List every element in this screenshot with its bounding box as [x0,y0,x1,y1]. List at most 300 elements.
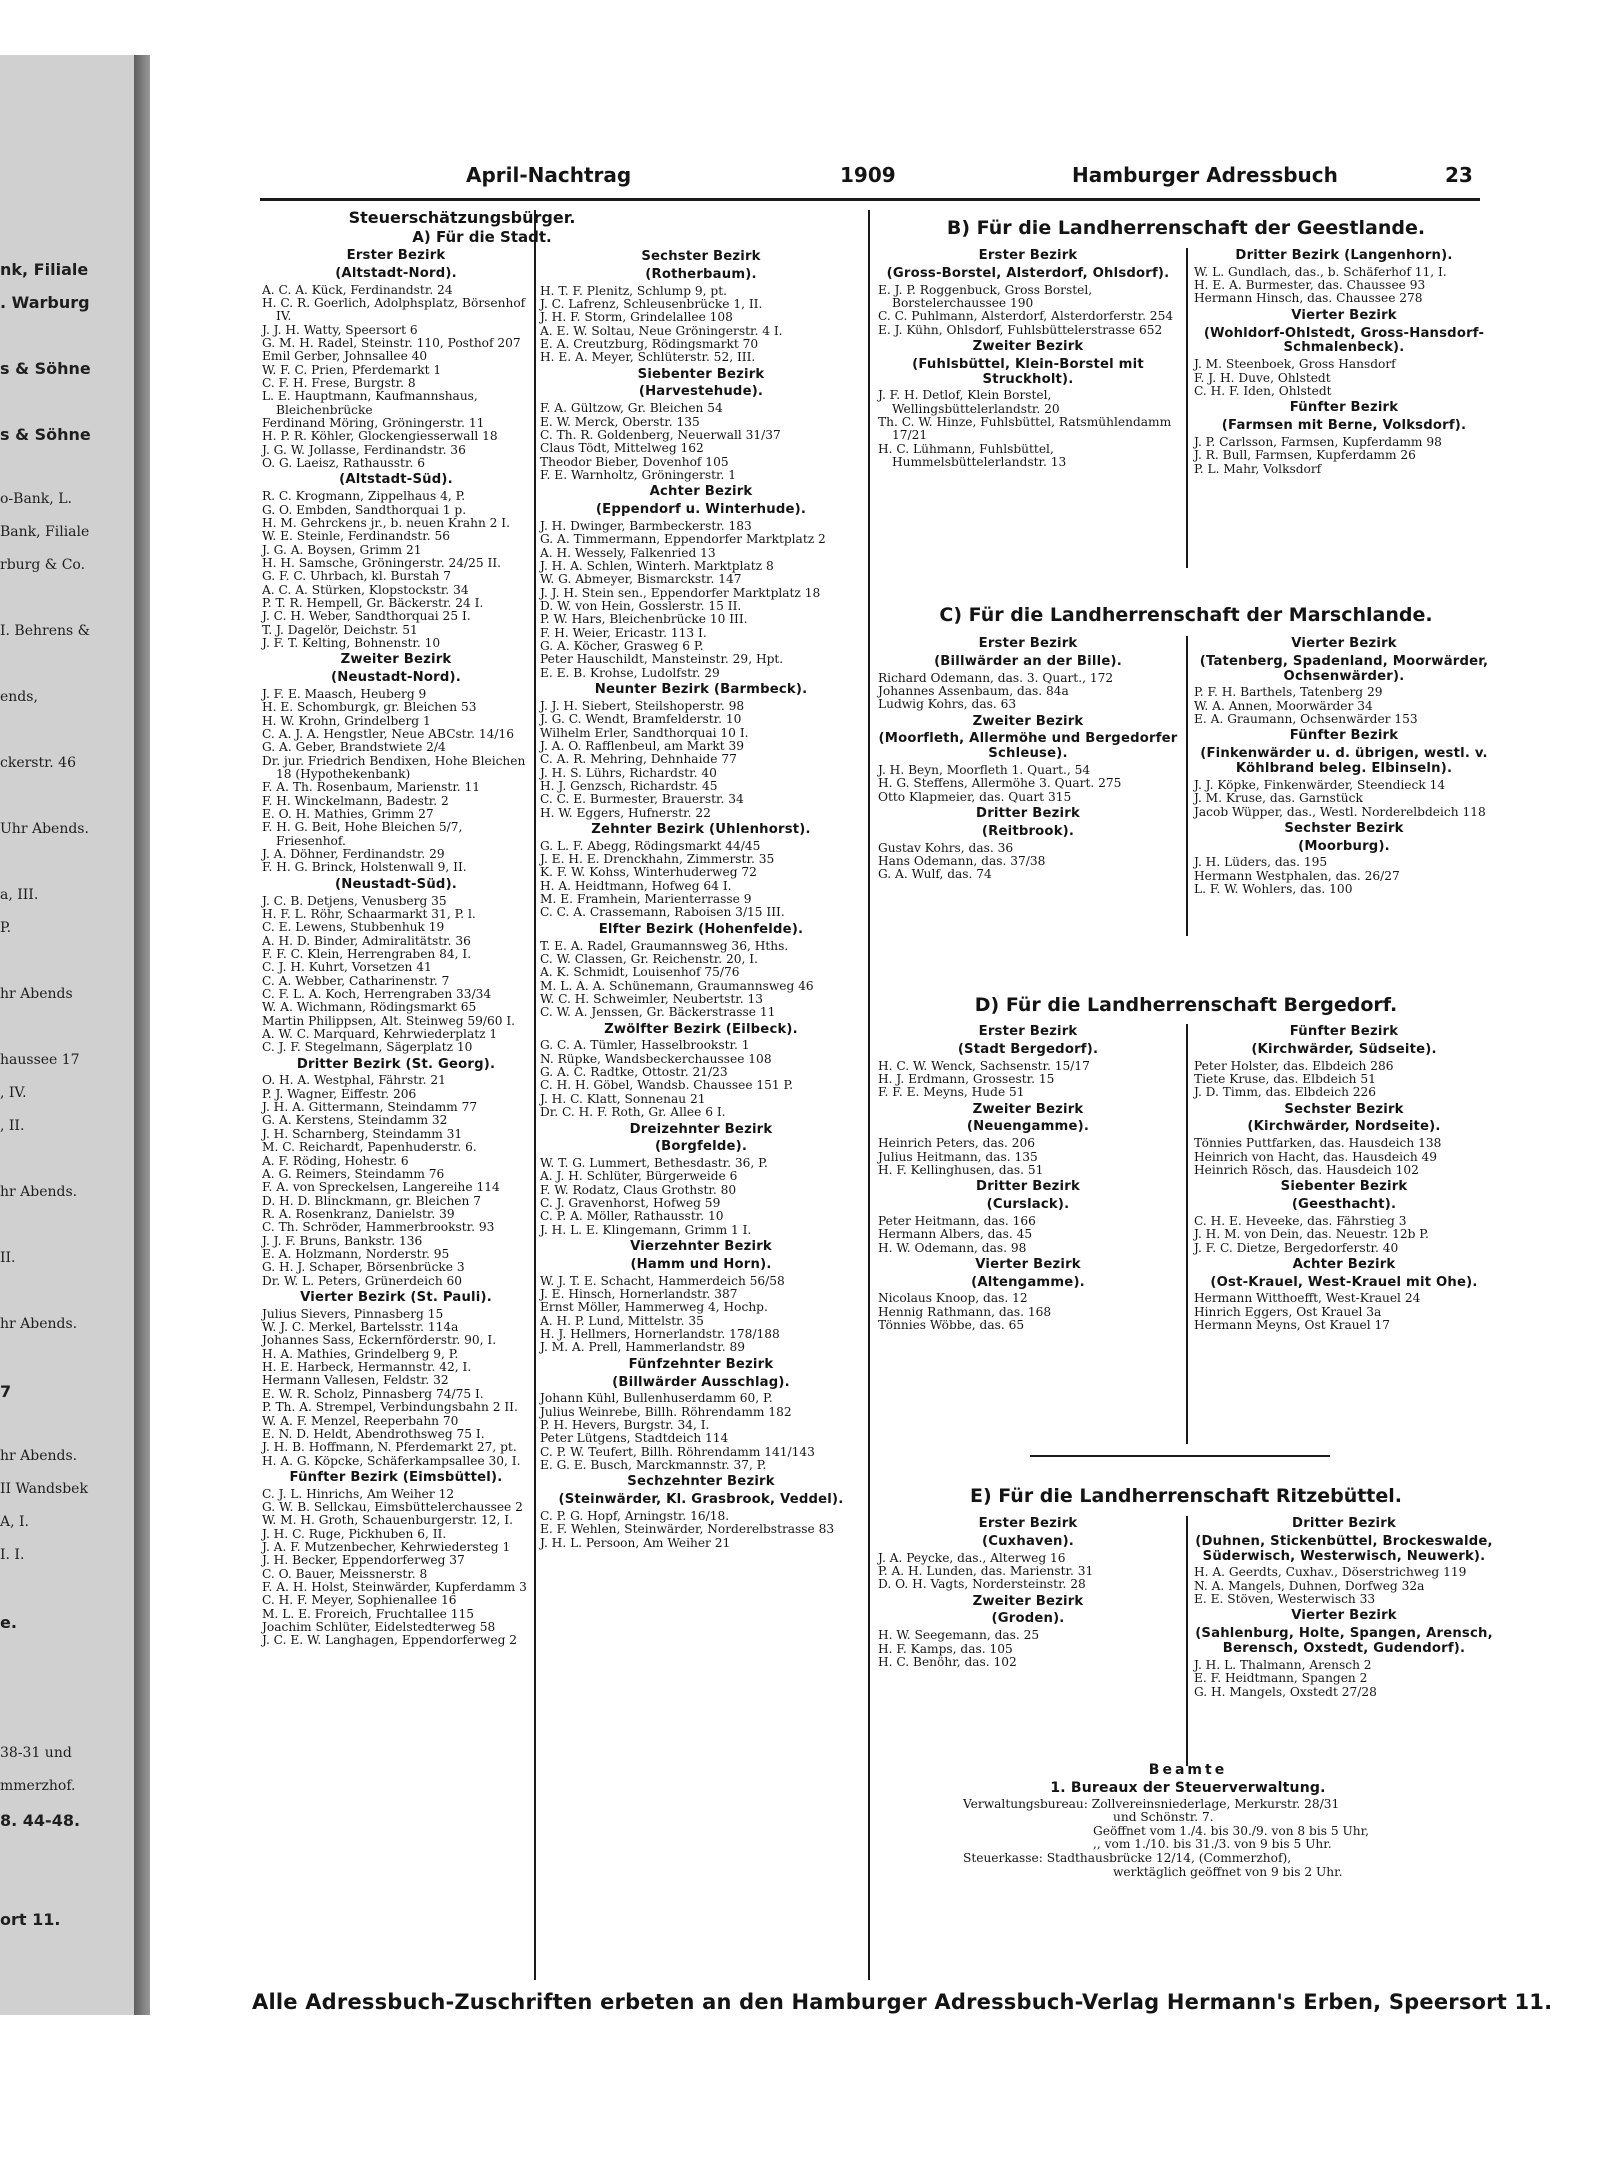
district-heading: Vierter Bezirk (St. Pauli). [300,1289,492,1305]
district-heading: (Wohldorf-Ohlstedt, Gross-Hansdorf-Schmalenbeck). [1203,325,1485,356]
section-d [876,993,1496,1023]
beamte-line: Geöffnet vom 1./4. bis 30./9. von 8 bis 5 Uhr, [1093,1823,1369,1838]
district-heading: Siebenter Bezirk [1280,1179,1408,1195]
list-item: D. H. D. Blinckmann, gr. Bleichen 7 [262,1193,481,1208]
list-item: H. W. Odemann, das. 98 [878,1240,1027,1255]
left-page-fragment: A, I. [0,1514,29,1530]
list-item: Peter Heitmann, das. 166 [878,1213,1036,1228]
district-heading: Zwölfter Bezirk (Eilbeck). [604,1021,798,1037]
list-item: Ernst Möller, Hammerweg 4, Hochp. [540,1300,768,1315]
list-item: W. L. Gundlach, das., b. Schäferhof 11, I. [1194,264,1447,279]
list-item: E. A. Creutzburg, Rödingsmarkt 70 [540,336,759,351]
list-item: H. T. F. Plenitz, Schlump 9, pt. [540,283,727,298]
section-e [876,1484,1496,1514]
list-item: C. Th. Schröder, Hammerbrookstr. 93 [262,1220,495,1235]
column-divider-2 [868,210,870,1980]
list-item: Hermann Westphalen, das. 26/27 [1194,868,1400,883]
district-heading: Erster Bezirk [978,248,1078,263]
list-item: C. E. Lewens, Stubbenhuk 19 [262,920,445,935]
list-item: G. A. Geber, Brandstwiete 2/4 [262,740,446,755]
district-heading: Erster Bezirk [978,1024,1078,1039]
district-heading: Elfter Bezirk (Hohenfelde). [598,921,804,937]
section-e-title: E) Für die Landherrenschaft Ritzebüttel. [969,1485,1403,1507]
list-item: J. E. H. E. Drenckhahn, Zimmerstr. 35 [540,852,775,867]
list-item: C. O. Bauer, Meissnerstr. 8 [262,1566,428,1581]
list-item: C. P. W. Teufert, Billh. Röhrendamm 141/143 [540,1444,815,1459]
list-item: J. H. A. Gittermann, Steindamm 77 [262,1100,478,1115]
page-number: 23 [1445,163,1473,187]
list-item: H. E. A. Burmester, das. Chaussee 93 [1194,278,1426,293]
list-item: Tönnies Puttfarken, das. Hausdeich 138 [1194,1136,1442,1151]
district-heading: Dritter Bezirk [976,1179,1080,1195]
list-item: C. A. Webber, Catharinenstr. 7 [262,973,450,988]
district-heading: Zehnter Bezirk (Uhlenhorst). [591,821,811,837]
list-item: J. G. W. Jollasse, Ferdinandstr. 36 [262,442,466,457]
list-item: Joachim Schlüter, Eidelstedterweg 58 [262,1620,496,1635]
district-heading: (Borgfelde). [654,1139,748,1155]
list-item: G. L. F. Abegg, Rödingsmarkt 44/45 [540,838,761,853]
list-item: W. T. G. Lummert, Bethesdastr. 36, P. [540,1156,768,1171]
list-item: Johannes Assenbaum, das. 84a [878,683,1069,698]
district-heading: (Altstadt-Süd). [339,472,453,488]
list-item: E. W. Merck, Oberstr. 135 [540,414,700,429]
list-item: F. A. Gültzow, Gr. Bleichen 54 [540,401,723,416]
list-item: Ludwig Kohrs, das. 63 [878,697,1017,712]
section-a-title: A) Für die Stadt. [412,228,552,246]
district-heading: (Billwärder an der Bille). [934,653,1122,669]
list-item: Heinrich Peters, das. 206 [878,1136,1035,1151]
header-left: April-Nachtrag [466,163,632,187]
list-item: Julius Sievers, Pinnasberg 15 [262,1306,444,1321]
list-item: W. G. Abmeyer, Bismarckstr. 147 [540,572,742,587]
list-item: G. A. Timmermann, Eppendorfer Marktplatz 2 [540,532,826,547]
list-item: Johann Kühl, Bullenhuserdamm 60, P. [540,1391,773,1406]
list-item: C. C. E. Burmester, Brauerstr. 34 [540,792,744,807]
list-item: J. R. Bull, Farmsen, Kupferdamm 26 [1194,448,1416,463]
district-heading: Fünfter Bezirk [1289,728,1399,744]
list-item: Peter Hauschildt, Mansteinstr. 29, Hpt. [540,652,784,667]
list-item: C. H. F. Iden, Ohlstedt [1194,383,1332,398]
list-item: Hermann Witthoefft, West-Krauel 24 [1194,1291,1421,1306]
list-item: G. M. H. Radel, Steinstr. 110, Posthof 207 [262,335,521,350]
list-item: P. J. Wagner, Eiffestr. 206 [262,1086,417,1101]
list-item: Julius Weinrebe, Billh. Röhrendamm 182 [540,1404,792,1419]
list-item: J. E. Hinsch, Hornerlandstr. 387 [540,1287,738,1302]
section-c-title: C) Für die Landherrenschaft der Marschlande. [939,604,1433,626]
list-item: G. C. A. Tümler, Hasselbrookstr. 1 [540,1038,750,1053]
list-item: Nicolaus Knoop, das. 12 [878,1291,1028,1306]
book-gutter [134,55,150,2015]
left-page-fragment: 7 [0,1382,12,1401]
list-item: A. G. Reimers, Steindamm 76 [262,1166,445,1181]
list-item: M. L. A. A. Schünemann, Graumannsweg 46 [540,978,814,993]
list-item: G. F. C. Uhrbach, kl. Burstah 7 [262,569,451,584]
list-item: H. C. R. Goerlich, Adolphsplatz, Börsenhof IV. [262,295,526,324]
list-item: G. O. Embden, Sandthorquai 1 p. [262,502,467,517]
list-item: M. L. E. Froreich, Fruchtallee 115 [262,1606,475,1621]
district-heading: Sechster Bezirk [641,249,761,264]
list-item: J. J. H. Watty, Speersort 6 [262,322,418,337]
list-item: A. H. D. Binder, Admiralitätstr. 36 [262,933,471,948]
list-item: Heinrich Rösch, das. Hausdeich 102 [1194,1162,1419,1177]
list-item: Ferdinand Möring, Gröningerstr. 11 [262,416,485,431]
list-item: J. J. Köpke, Finkenwärder, Steendieck 14 [1194,777,1446,792]
list-item: Claus Tödt, Mittelweg 162 [540,441,704,456]
district-heading: Dritter Bezirk [1292,1516,1396,1531]
list-item: W. A. Wichmann, Rödingsmarkt 65 [262,1000,477,1015]
list-item: J. M. A. Prell, Hammerlandstr. 89 [540,1340,746,1355]
list-item: G. W. B. Sellckau, Eimsbüttelerchaussee 2 [262,1500,523,1515]
section-d-title: D) Für die Landherrenschaft Bergedorf. [974,994,1398,1016]
list-item: W. M. H. Groth, Schauenburgerstr. 12, I. [262,1513,513,1528]
district-heading: Fünfter Bezirk [1289,1024,1399,1039]
district-heading: (Eppendorf u. Winterhude). [595,502,807,518]
list-item: J. H. L. E. Klingemann, Grimm 1 I. [540,1222,752,1237]
list-item: H. M. Gehrckens jr., b. neuen Krahn 2 I. [262,515,510,530]
list-item: C. F. H. Frese, Burgstr. 8 [262,376,416,390]
list-item: W. J. C. Merkel, Bartelsstr. 114a [262,1320,459,1335]
list-item: F. H. Weier, Ericastr. 113 I. [540,625,707,640]
list-item: P. L. Mahr, Volksdorf [1194,461,1322,476]
district-heading: (Duhnen, Stickenbüttel, Brockeswalde, Süderwisch, Westerwisch, Neuwerk). [1195,1533,1493,1564]
left-page-fragment: hr Abends. [0,1448,78,1464]
list-item: C. J. L. Hinrichs, Am Weiher 12 [262,1486,455,1501]
left-page-fragment: a, III. [0,887,39,903]
district-heading: (Ost-Krauel, West-Krauel mit Ohe). [1210,1274,1478,1290]
district-heading: Achter Bezirk [1292,1256,1396,1272]
footer-notice: Alle Adressbuch-Zuschriften erbeten an den Hamburger Adressbuch-Verlag Hermann's Erben, Speersort 11. [252,1990,1553,2014]
list-item: J. D. Timm, das. Elbdeich 226 [1194,1085,1377,1100]
beamte-lines [878,1798,1498,1880]
list-item: C. P. G. Hopf, Arningstr. 16/18. [540,1509,730,1524]
district-heading: (Tatenberg, Spadenland, Moorwärder, Ochsenwärder). [1199,653,1489,684]
list-item: K. F. W. Kohss, Winterhuderweg 72 [540,865,757,880]
district-heading: Fünfter Bezirk [1289,400,1399,416]
district-heading: (Rotherbaum). [645,266,757,282]
list-item: C. J. H. Kuhrt, Vorsetzen 41 [262,960,432,975]
list-item: C. A. J. A. Hengstler, Neue ABCstr. 14/16 [262,726,515,741]
district-heading: (Groden). [991,1611,1065,1627]
left-page-fragment: hr Abends. [0,1316,78,1332]
list-item: C. C. Puhlmann, Alsterdorf, Alsterdorferstr. 254 [878,309,1174,324]
list-item: E. N. D. Heldt, Abendrothsweg 75 I. [262,1426,485,1441]
list-item: H. A. Heidtmann, Hofweg 64 I. [540,878,732,893]
district-heading: Siebenter Bezirk [637,366,765,382]
district-heading: (Kirchwärder, Nordseite). [1247,1119,1441,1135]
list-item: Otto Klapmeier, das. Quart 315 [878,789,1072,804]
list-item: C. Th. R. Goldenberg, Neuerwall 31/37 [540,427,781,442]
section-c [876,603,1496,633]
list-item: Tiete Kruse, das. Elbdeich 51 [1194,1071,1376,1086]
list-item: H. A. Mathies, Grindelberg 9, P. [262,1346,459,1361]
list-item: Johannes Sass, Eckernförderstr. 90, I. [262,1333,497,1348]
list-item: J. F. H. Detlof, Klein Borstel, Wellingsbüttelerlandstr. 20 [878,388,1060,416]
list-item: O. G. Laeisz, Rathausstr. 6 [262,456,425,471]
list-item: A. C. A. Stürken, Klopstockstr. 34 [262,582,469,597]
list-item: H. C. Benöhr, das. 102 [878,1654,1017,1669]
list-item: F. A. Th. Rosenbaum, Marienstr. 11 [262,780,481,795]
district-heading: (Stadt Bergedorf). [957,1041,1099,1057]
list-item: J. H. Beyn, Moorfleth 1. Quart., 54 [878,763,1091,778]
district-heading: Dritter Bezirk (Langenhorn). [1235,248,1453,263]
list-item: H. E. Schomburgk, gr. Bleichen 53 [262,700,477,715]
district-heading: (Altengamme). [971,1274,1085,1290]
list-item: N. A. Mangels, Duhnen, Dorfweg 32a [1194,1578,1425,1593]
col2-list [540,250,862,1550]
list-item: C. W. A. Jenssen, Gr. Bäckerstrasse 11 [540,1005,776,1020]
district-heading: (Harvestehude). [638,384,764,400]
district-heading: (Farmsen mit Berne, Volksdorf). [1221,418,1467,434]
district-heading: (Cuxhaven). [981,1533,1075,1549]
list-item: Heinrich von Hacht, das. Hausdeich 49 [1194,1149,1438,1164]
list-item: A. K. Schmidt, Louisenhof 75/76 [540,965,740,980]
list-item: J. A. O. Rafflenbeul, am Markt 39 [540,738,745,753]
list-item: R. C. Krogmann, Zippelhaus 4, P. [262,489,466,504]
list-item: C. F. L. A. Koch, Herrengraben 33/34 [262,986,492,1001]
list-item: H. F. L. Röhr, Schaarmarkt 31, P. l. [262,906,476,921]
list-item: P. A. H. Lunden, das. Marienstr. 31 [878,1563,1094,1578]
list-item: T. J. Dagelör, Deichstr. 51 [262,622,418,637]
left-page-fragment: Bank, Filiale [0,524,90,540]
list-item: C. H. F. Meyer, Sophienallee 16 [262,1593,457,1608]
list-item: G. H. J. Schaper, Börsenbrücke 3 [262,1260,465,1275]
district-heading: Achter Bezirk [649,484,753,500]
left-page-fragment: II Wandsbek [0,1481,88,1497]
list-item: Dr. jur. Friedrich Bendixen, Hohe Bleichen 18 (Hypothekenbank) [262,753,526,781]
district-heading: Zweiter Bezirk [972,1101,1084,1117]
left-page-fragment: e. [0,1613,17,1632]
section-b-left [878,246,1178,469]
beamte-line: werktäglich geöffnet von 9 bis 2 Uhr. [1113,1864,1343,1879]
list-item: J. C. H. Weber, Sandthorquai 25 I. [262,609,471,624]
list-item: P. H. Hevers, Burgstr. 34, I. [540,1418,710,1433]
list-item: J. G. C. Wendt, Bramfelderstr. 10 [540,712,742,727]
district-heading: (Neustadt-Nord). [331,670,461,686]
section-e-left [878,1514,1178,1669]
district-heading: (Moorburg). [1298,838,1390,854]
list-item: Martin Philippsen, Alt. Steinweg 59/60 I. [262,1013,516,1028]
beamte-line: Verwaltungsbureau: Zollvereinsniederlage, Merkurstr. 28/31 [963,1796,1340,1811]
list-item: F. E. Warnholtz, Gröningerstr. 1 [540,467,736,482]
district-heading: Zweiter Bezirk [972,338,1084,354]
list-item: C. J. Gravenhorst, Hofweg 59 [540,1196,721,1211]
district-heading: Zweiter Bezirk [972,1593,1084,1609]
list-item: W. A. Annen, Moorwärder 34 [1194,698,1373,713]
list-item: C. C. A. Crassemann, Raboisen 3/15 III. [540,905,785,920]
section-b-title: B) Für die Landherrenschaft der Geestlande. [946,217,1426,239]
list-item: A. W. C. Marquard, Kehrwiederplatz 1 [262,1026,498,1041]
list-item: E. F. Wehlen, Steinwärder, Norderelbstrasse 83 [540,1522,835,1537]
list-item: R. A. Rosenkranz, Danielstr. 39 [262,1206,455,1221]
section-d-left [878,1022,1178,1333]
district-heading: (Moorfleth, Allermöhe und Bergedorfer Schleuse). [878,731,1178,762]
district-heading: Sechzehnter Bezirk [627,1474,775,1490]
list-item: H. C. Lühmann, Fuhlsbüttel, Hummelsbüttelerlandstr. 13 [878,441,1067,470]
list-item: Gustav Kohrs, das. 36 [878,840,1014,855]
list-item: H. E. Harbeck, Hermannstr. 42, I. [262,1360,472,1375]
beamte-section [878,1760,1498,1879]
list-item: W. E. Steinle, Ferdinandstr. 56 [262,529,451,544]
list-item: H. F. Kellinghusen, das. 51 [878,1162,1044,1177]
list-item: J. H. M. von Dein, das. Neuestr. 12b P. [1194,1227,1429,1242]
district-heading: Vierter Bezirk [1291,1608,1397,1624]
list-item: Wilhelm Erler, Sandthorquai 10 I. [540,725,749,740]
district-heading: (Hamm und Horn). [630,1256,772,1272]
list-item: A. E. W. Soltau, Neue Gröningerstr. 4 I. [540,323,783,338]
list-item: H. J. Hellmers, Hornerlandstr. 178/188 [540,1327,780,1342]
section-d-divider [1186,1024,1188,1444]
list-item: A. J. H. Schlüter, Bürgerweide 6 [540,1169,738,1184]
list-item: J. A. F. Mutzenbecher, Kehrwiedersteg 1 [262,1540,511,1555]
district-heading: Zweiter Bezirk [340,652,452,668]
list-item: J. G. A. Boysen, Grimm 21 [262,542,422,557]
list-item: H. G. Steffens, Allermöhe 3. Quart. 275 [878,776,1122,791]
list-item: W. C. H. Schweimler, Neubertstr. 13 [540,991,763,1006]
district-heading: Dreizehnter Bezirk [629,1121,773,1137]
list-item: J. A. Döhner, Ferdinandstr. 29 [262,847,445,862]
list-item: W. F. C. Prien, Pferdemarkt 1 [262,362,442,377]
section-b-divider [1186,248,1188,568]
list-item: F. F. C. Klein, Herrengraben 84, I. [262,946,472,961]
list-item: A. C. A. Kück, Ferdinandstr. 24 [262,282,453,297]
list-item: J. H. L. Thalmann, Arensch 2 [1194,1657,1372,1672]
list-item: E. J. P. Roggenbuck, Gross Borstel, Borstelerchaussee 190 [878,282,1093,310]
section-d-right [1194,1022,1494,1333]
column-divider-1 [534,210,536,1980]
list-item: J. F. E. Maasch, Heuberg 9 [262,686,427,701]
left-page-fragment: hr Abends [0,986,73,1002]
list-item: J. H. C. Klatt, Sonnenau 21 [540,1091,706,1106]
list-item: J. M. Kruse, das. Garnstück [1194,791,1363,806]
list-item: E. O. H. Mathies, Grimm 27 [262,807,434,822]
list-item: Hermann Hinsch, das. Chaussee 278 [1194,291,1423,306]
left-page-fragment: ckerstr. 46 [0,755,76,771]
left-page-fragment: I. I. [0,1547,25,1563]
list-item: E. W. R. Scholz, Pinnasberg 74/75 I. [262,1386,484,1401]
list-item: H. W. Seegemann, das. 25 [878,1628,1040,1643]
list-item: H. A. Geerdts, Cuxhav., Döserstrichweg 119 [1194,1565,1467,1580]
list-item: F. H. Winckelmann, Badestr. 2 [262,793,449,808]
section-separator [1030,1455,1330,1457]
section-e-divider [1186,1516,1188,1766]
list-item: J. H. S. Lührs, Richardstr. 40 [540,765,717,780]
district-heading: (Altstadt-Nord). [335,265,457,281]
district-heading: Dritter Bezirk [976,806,1080,822]
district-heading: Neunter Bezirk (Barmbeck). [594,682,808,698]
list-item: H. W. Krohn, Grindelberg 1 [262,713,431,728]
list-item: A. H. P. Lund, Mittelstr. 35 [540,1313,704,1328]
list-item: G. A. Köcher, Grasweg 6 P. [540,639,704,653]
list-item: C. W. Classen, Gr. Reichenstr. 20, I. [540,951,758,966]
list-item: L. F. W. Wohlers, das. 100 [1194,882,1353,897]
list-item: E. F. Heidtmann, Spangen 2 [1194,1671,1368,1686]
list-item: D. W. von Hein, Gosslerstr. 15 II. [540,598,742,613]
district-heading: (Geesthacht). [1291,1197,1397,1213]
beamte-line: und Schönstr. 7. [1113,1810,1214,1825]
left-page-fragment: I. Behrens & [0,623,91,639]
left-page-fragment: 38-31 und [0,1745,72,1761]
list-item: Hans Odemann, das. 37/38 [878,853,1046,868]
list-item: J. H. Dwinger, Barmbeckerstr. 183 [540,518,752,533]
list-item: F. A. H. Holst, Steinwärder, Kupferdamm 3 [262,1580,527,1595]
left-page-fragment: nk, Filiale [0,260,89,279]
left-page-fragment: hr Abends. [0,1184,78,1200]
list-item: H. J. Erdmann, Grossestr. 15 [878,1071,1055,1086]
col1-list [262,249,530,1648]
list-item: C. P. A. Möller, Rathausstr. 10 [540,1209,724,1224]
list-item: G. A. Wulf, das. 74 [878,867,992,882]
district-heading: (Neustadt-Süd). [334,876,458,892]
list-item: Richard Odemann, das. 3. Quart., 172 [878,670,1114,685]
list-item: Dr. C. H. F. Roth, Gr. Allee 6 I. [540,1105,726,1120]
list-item: E. A. Graumann, Ochsenwärder 153 [1194,712,1418,727]
section-c-divider [1186,636,1188,936]
section-e-right [1194,1514,1494,1699]
list-item: J. P. Carlsson, Farmsen, Kupferdamm 98 [1194,434,1442,449]
district-heading: (Neuengamme). [966,1119,1090,1135]
list-item: Peter Holster, das. Elbdeich 286 [1194,1058,1394,1073]
list-item: G. A. C. Radtke, Ottostr. 21/23 [540,1065,728,1080]
list-item: E. A. Holzmann, Norderstr. 95 [262,1246,450,1261]
district-heading: Sechster Bezirk [1284,820,1404,836]
district-heading: Vierter Bezirk [1291,307,1397,323]
district-heading: Fünfter Bezirk (Eimsbüttel). [289,1469,503,1485]
district-heading: Vierter Bezirk [975,1256,1081,1272]
list-item: Hinrich Eggers, Ost Krauel 3a [1194,1304,1382,1319]
district-heading: (Steinwärder, Kl. Grasbrook, Veddel). [558,1492,844,1508]
list-item: J. J. H. Stein sen., Eppendorfer Marktplatz 18 [540,585,821,600]
left-page-fragment: s & Söhne [0,359,91,378]
list-item: W. J. T. E. Schacht, Hammerdeich 56/58 [540,1273,785,1288]
list-item: J. H. B. Hoffmann, N. Pferdemarkt 27, pt. [262,1440,517,1455]
left-page-fragment: P. [0,920,12,936]
left-page-fragment: ort 11. [0,1910,61,1929]
list-item: T. E. A. Radel, Graumannsweg 36, Hths. [540,938,789,953]
list-item: H. E. A. Meyer, Schlüterstr. 52, III. [540,350,756,365]
list-item: H. F. Kamps, das. 105 [878,1641,1013,1656]
list-item: C. H. H. Göbel, Wandsb. Chaussee 151 P. [540,1078,794,1093]
list-item: J. H. Lüders, das. 195 [1194,855,1328,870]
list-item: J. J. F. Bruns, Bankstr. 136 [262,1233,423,1248]
header-title: Hamburger Adressbuch [1072,163,1338,187]
header-year: 1909 [840,163,896,187]
list-item: J. F. T. Kelting, Bohnenstr. 10 [262,635,441,650]
list-item: H. H. Samsche, Gröningerstr. 24/25 II. [262,555,502,570]
list-item: H. C. W. Wenck, Sachsenstr. 15/17 [878,1058,1090,1073]
list-item: Jacob Wüpper, das., Westl. Norderelbdeich 118 [1194,804,1486,819]
list-item: H. P. R. Köhler, Glockengiesserwall 18 [262,429,498,444]
district-heading: (Sahlenburg, Holte, Spangen, Arensch, Berensch, Oxstedt, Gudendorf). [1195,1626,1493,1657]
beamte-subtitle: 1. Bureaux der Steuerverwaltung. [1050,1779,1326,1796]
list-item: J. C. E. W. Langhagen, Eppendorferweg 2 [262,1633,517,1648]
list-item: J. H. Scharnberg, Steindamm 31 [262,1126,463,1141]
list-item: C. J. F. Stegelmann, Sägerplatz 10 [262,1040,473,1055]
list-item: J. J. H. Siebert, Steilshoperstr. 98 [540,698,745,713]
list-item: G. A. Kerstens, Steindamm 32 [262,1113,448,1128]
list-item: P. F. H. Barthels, Tatenberg 29 [1194,685,1383,700]
list-item: Peter Lütgens, Stadtdeich 114 [540,1431,729,1446]
list-item: F. H. G. Brinck, Holstenwall 9, II. [262,860,467,875]
list-item: M. C. Reichardt, Papenhuderstr. 6. [262,1140,477,1155]
list-item: Emil Gerber, Johnsallee 40 [262,349,428,364]
list-item: E. G. E. Busch, Marckmannstr. 37, P. [540,1458,767,1473]
list-item: H. J. Genzsch, Richardstr. 45 [540,778,718,793]
list-item: Tönnies Wöbbe, das. 65 [878,1318,1025,1333]
list-item: F. A. von Spreckelsen, Langereihe 114 [262,1180,500,1195]
list-item: J. A. Peycke, das., Alterweg 16 [878,1550,1066,1565]
district-heading: Erster Bezirk [978,1516,1078,1531]
list-item: F. F. E. Meyns, Hude 51 [878,1085,1025,1100]
